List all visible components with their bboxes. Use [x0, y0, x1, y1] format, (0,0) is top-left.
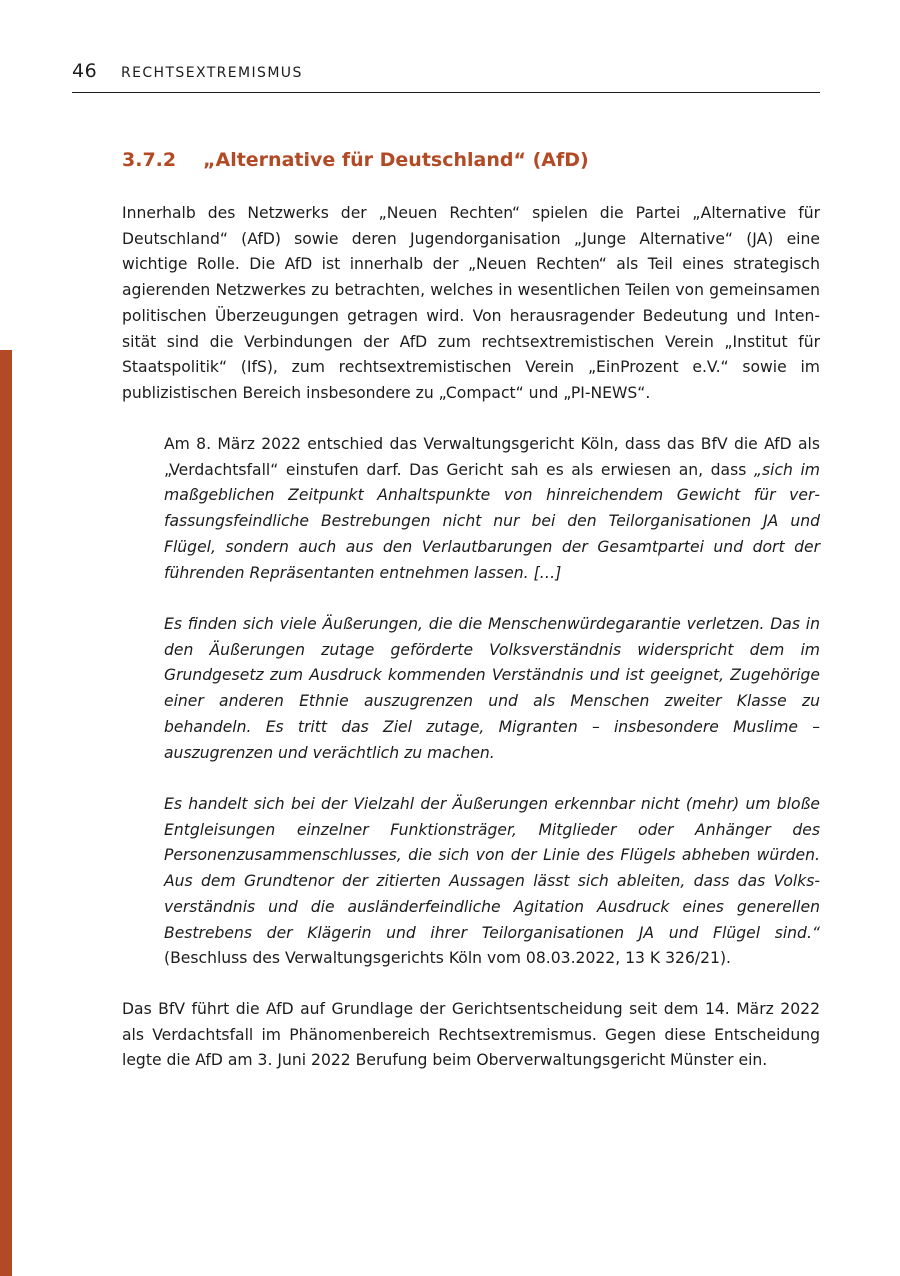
quote-intro-text: Am 8. März 2022 entschied das Verwaltungsgericht Köln, dass das BfV die AfD als „Verdachtsfall“ einstufen darf. Das Gericht sah es als erwiesen an, dass [164, 435, 820, 479]
section-number: 3.7.2 [122, 149, 177, 171]
page-header [72, 58, 820, 93]
section-heading [122, 149, 589, 171]
court-citation-start: „sich im maßgeblichen Zeitpunkt Anhaltspunkte von hinreichendem Gewicht für verfassungsfeindliche Bestrebungen nicht nur bei den Teilorganisationen JA und Flügel, sondern auch aus den Verlautbarungen der Gesamtpartei und dort der führenden Repräsentanten entnehmen lassen. […] [164, 460, 820, 582]
closing-paragraph: Das BfV führt die AfD auf Grundlage der Gerichtsentscheidung seit dem 14. März 2022 als Verdachtsfall im Phänomenbereich Rechtsextremismus. Gegen diese Entscheidung legte die AfD am 3. Juni 2022 Berufung beim Oberverwaltungsgericht Münster ein. [122, 1000, 820, 1070]
court-citation-end: Es handelt sich bei der Vielzahl der Äußerungen erkennbar nicht (mehr) um bloße Entgleisungen einzelner Funktionsträger, Mitglieder oder Anhänger des Personenzusammenschlusses, die sich von der Linie des Flügels abheben würden. Aus dem Grundtenor der zitierten Aussagen lässt sich ableiten, dass das Volksverständnis und die ausländerfeindliche Agitation Ausdruck eines generellen Bestrebens der Klägerin und ihrer Teilorganisationen JA und Flügel sind.“ [164, 795, 820, 942]
intro-paragraph: Innerhalb des Netzwerks der „Neuen Rechten“ spielen die Partei „Alternative für Deutschland“ (AfD) sowie deren Jugendorganisation „Junge Alternative“ (JA) eine wichtige Rolle. Die AfD ist innerhalb der „Neuen Rechten“ als Teil eines strategisch agierenden Netzwerkes zu betrachten, welches in wesentlichen Teilen von gemeinsamen politischen Überzeugungen getragen wird. Von herausragender Bedeutung und Intensität sind die Verbindungen der AfD zum rechtsextremistischen Verein „Institut für Staatspolitik“ (IfS), zum rechtsextremistischen Verein „EinProzent e.V.“ sowie im publizistischen Bereich insbesondere zu „Compact“ und „PI-NEWS“. [122, 204, 820, 402]
side-accent-bar [0, 350, 12, 1276]
quote-paragraph-2 [164, 612, 820, 766]
page-number: 46 [72, 60, 98, 82]
citation-source: (Beschluss des Verwaltungsgerichts Köln vom 08.03.2022, 13 K 326/21). [164, 949, 732, 968]
running-head: RECHTSEXTREMISMUS [121, 65, 303, 81]
section-title: „Alternative für Deutschland“ (AfD) [203, 149, 589, 171]
court-citation-middle: Es finden sich viele Äußerungen, die die Menschenwürdegarantie verletzen. Das in den Äußerungen zutage geförderte Volksverständnis widerspricht dem im Grundgesetz zum Ausdruck kommenden Verständnis und ist geeignet, Zugehörige einer anderen Ethnie auszugrenzen und als Menschen zweiter Klasse zu behandeln. Es tritt das Ziel zutage, Migranten – insbesondere Muslime – auszugrenzen und verächtlich zu machen. [164, 615, 820, 762]
quote-paragraph-1 [164, 432, 820, 586]
quote-paragraph-3 [164, 792, 820, 972]
